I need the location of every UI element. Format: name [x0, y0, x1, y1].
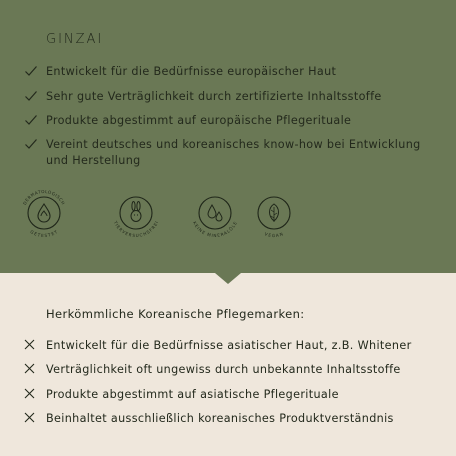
drawback-item	[24, 387, 444, 403]
benefit-item	[24, 64, 444, 80]
checkmark-icon	[24, 113, 38, 127]
brand-logo: GINZAI	[46, 32, 104, 47]
badge-vegan	[246, 185, 302, 241]
benefit-item	[24, 113, 444, 129]
cross-icon	[24, 363, 35, 374]
drawback-text: Verträglichkeit oft ungewiss durch unbekannte Inhaltsstoffe	[46, 363, 401, 376]
svg-text:VEGAN	[264, 231, 284, 238]
benefit-item	[24, 89, 444, 105]
badge-no-mineral-oils	[187, 185, 243, 241]
drawback-text: Beinhaltet ausschließlich koreanisches Produktverständnis	[46, 412, 394, 425]
badge-caption-bottom: VEGAN	[263, 231, 285, 239]
comparison-heading: Herkömmliche Koreanische Pflegemarken:	[46, 307, 305, 321]
drops-icon	[208, 205, 222, 221]
rabbit-icon	[131, 202, 141, 222]
cross-icon	[24, 339, 35, 350]
checkmark-icon	[24, 64, 38, 78]
leaf-icon	[270, 204, 279, 222]
drawback-item	[24, 338, 444, 354]
badge-caption-bottom: KEINE MINERALÖLE	[191, 220, 239, 239]
benefit-text: Sehr gute Verträglichkeit durch zertifizierte Inhaltsstoffe	[46, 90, 382, 103]
badge-caption-bottom: GETESTET	[29, 229, 59, 239]
benefit-text: Produkte abgestimmt auf europäische Pflegerituale	[46, 114, 352, 127]
benefit-text: Entwickelt für die Bedürfnisse europäischer Haut	[46, 65, 337, 78]
cross-icon	[24, 412, 35, 423]
badge-cruelty-free	[108, 185, 164, 241]
badge-caption-bottom: TIERVERSUCHSFREI	[112, 220, 160, 239]
checkmark-icon	[24, 137, 38, 151]
drawback-text: Entwickelt für die Bedürfnisse asiatischer Haut, z.B. Whitener	[46, 339, 412, 352]
panel-divider-notch	[215, 273, 241, 284]
svg-text:GETESTET	[29, 229, 58, 238]
benefit-item	[24, 137, 444, 169]
checkmark-icon	[24, 89, 38, 103]
drawback-item	[24, 411, 444, 427]
cross-icon	[24, 388, 35, 399]
drawback-item	[24, 362, 444, 378]
badge-dermatologically-tested	[16, 185, 72, 241]
benefit-text: Vereint deutsches und koreanisches know-how bei Entwicklung und Herstellung	[46, 138, 421, 167]
drop-icon	[38, 204, 50, 222]
drawback-text: Produkte abgestimmt auf asiatische Pflegerituale	[46, 388, 339, 401]
badge-caption-top: DERMATOLOGISCH	[21, 188, 67, 206]
